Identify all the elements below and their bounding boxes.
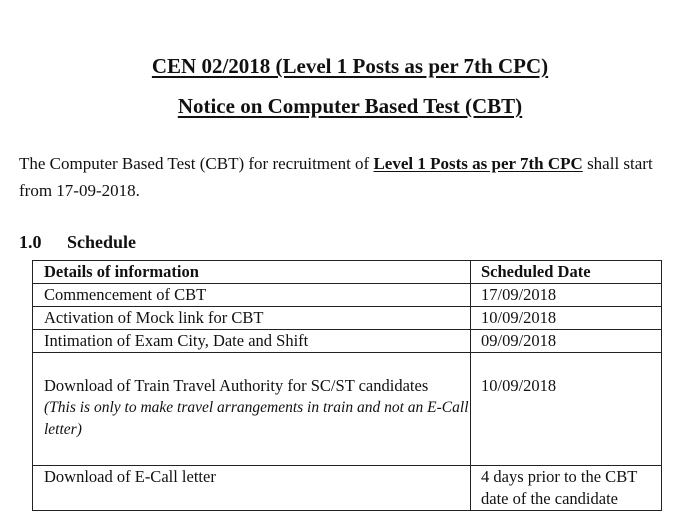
table-row [33,353,662,466]
intro-paragraph [19,150,681,204]
intro-highlight: Level 1 Posts as per 7th CPC [373,154,583,173]
row-date: 10/09/2018 [471,307,662,330]
intro-text-start: The Computer Based Test (CBT) for recruitment of [19,154,374,173]
section-heading [19,232,136,253]
header-details: Details of information [33,261,471,284]
row-detail: Commencement of CBT [33,284,471,307]
table-header-row [33,261,662,284]
schedule-table [32,260,662,511]
header-date: Scheduled Date [471,261,662,284]
row-detail-cell [33,353,471,466]
table-row [33,284,662,307]
notice-subtitle: Notice on Computer Based Test (CBT) [177,94,523,118]
row-date: 10/09/2018 [471,353,662,466]
row-date: 4 days prior to the CBT date of the candidate [471,466,662,511]
table-row [33,466,662,511]
row-detail: Download of Train Travel Authority for SC/ST candidates [44,376,429,395]
row-date: 17/09/2018 [471,284,662,307]
table-row [33,307,662,330]
row-note: (This is only to make travel arrangements in train and not an E-Call letter) [44,399,469,438]
section-number: 1.0 [19,232,42,252]
row-date: 09/09/2018 [471,330,662,353]
notice-title: CEN 02/2018 (Level 1 Posts as per 7th CPC) [151,54,549,78]
row-detail: Download of E-Call letter [33,466,471,511]
intro-text-end: shall start from 17-09-2018. [19,154,653,200]
row-detail: Activation of Mock link for CBT [33,307,471,330]
table-row [33,330,662,353]
row-detail: Intimation of Exam City, Date and Shift [33,330,471,353]
section-title: Schedule [67,232,137,252]
